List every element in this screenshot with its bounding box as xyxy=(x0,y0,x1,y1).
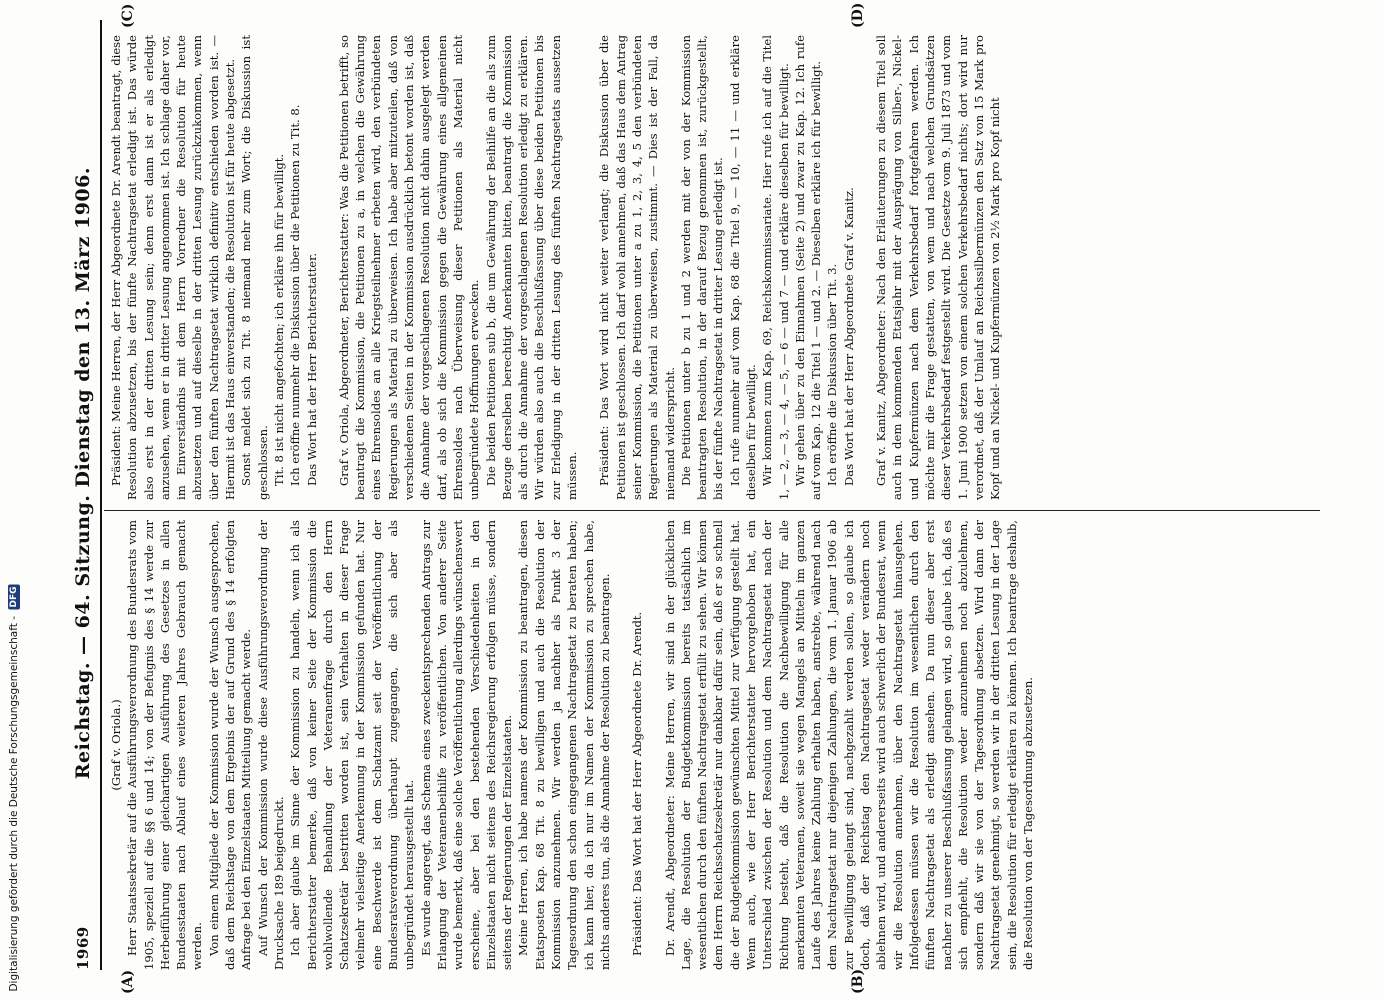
column-divider xyxy=(104,510,1320,511)
left-column xyxy=(108,520,1320,970)
paragraph: Meine Herren, ich habe namens der Kommission zu beantragen, diesen Etatsposten Kap. 68 Tit. 8 zu bewilligen und auch die Resolution der Kommission anzunehmen. Wir werden ja nachher als Punkt 3 der Tagesordnung den schon eingegangenen Nachtragsetat zu beraten haben; ich kann hier, da ich nur im Namen der Kommission zu sprechen habe, nichts anderes tun, als die Annahme der Resolution zu beantragen. xyxy=(516,520,612,970)
page-title: Reichstag. — 64. Sitzung. Dienstag den 13. März 1906. xyxy=(72,167,94,780)
credit-text: Digitalisierung gefördert durch die Deutsche Forschungsgemeinschaft - xyxy=(8,616,20,992)
paragraph: Die beiden Petitionen sub b, die um Gewährung der Beihilfe an die als zum Bezuge derselben berechtigt Anerkannten bitten, beantragt die Kommission als durch die Annahme der vorgeschlagenen Resolution erledigt zu erklären. Wir würden also auch die Beschlußfassung über diese beiden Petitionen bis zur Erledigung in der dritten Lesung des fünften Nachtragsetats aussetzen müssen. xyxy=(483,35,580,500)
paragraph: Die Petitionen unter b zu 1 und 2 werden mit der von der Kommission beantragten Resolution, in der darauf Bezug genommen ist, zurückgestellt, bis der fünfte Nachtragsetat in dritter Lesung erledigt ist. xyxy=(678,35,726,500)
paragraph: Präsident: Meine Herren, der Herr Abgeordnete Dr. Arendt beantragt, diese Resolution abzusetzen, bis der fünfte Nachtragsetat erledigt ist. Das würde also erst in der dritten Lesung sein; denn erst dann ist er als erledigt anzusehen, wenn er in dritter Lesung angenommen ist. Ich schlage daher vor, im Einverständnis mit dem Herrn Vorredner die Resolution für heute abzusetzen und auf dieselbe in der dritten Lesung zurückzukommen, wenn über den fünften Nachtragsetat wirklich definitiv entschieden worden ist. — Hiermit ist das Haus einverstanden; die Resolution ist für heute abgesetzt. xyxy=(109,35,238,500)
paragraph: Wir kommen zum Kap. 69, Reichskommissariate. Hier rufe ich auf die Titel 1, — 2, — 3, — 4, — 5, — 6 — und 7 — und erkläre dieselben für bewilligt. xyxy=(760,35,791,500)
paragraph: Wir gehen über zu den Einnahmen (Seite 2) und zwar zu Kap. 12. Ich rufe auf vom Kap. 12 die Titel 1 — und 2. — Dieselben erkläre ich für bewilligt. xyxy=(792,35,824,500)
paragraph: Auf Wunsch der Kommission wurde diese Ausführungsverordnung der Drucksache 189 beigedruckt. xyxy=(255,520,286,970)
dfg-logo: DFG xyxy=(9,587,19,609)
paragraph: Ich eröffne nunmehr die Diskussion über die Petitionen zu Tit. 8. xyxy=(288,104,303,486)
right-column xyxy=(108,35,1320,500)
paragraph: Ich rufe nunmehr auf vom Kap. 68 die Titel 9, — 10, — 11 — und erkläre dieselben für bewilligt. xyxy=(727,35,758,500)
paragraph: Von einem Mitgliede der Kommission wurde der Wunsch ausgesprochen, daß dem Reichstage von dem Ergebnis der auf Grund des § 14 erfolgten Anfrage bei den Einzelstaaten Mitteilung gemacht werde. xyxy=(206,520,254,970)
margin-mark-b: (B) xyxy=(850,968,866,994)
speaker-continuation: (Graf v. Oriola.) xyxy=(109,699,123,791)
page-number: 1969 xyxy=(74,926,92,970)
paragraph: Präsident: Das Wort hat der Herr Abgeordnete Dr. Arendt. xyxy=(630,611,645,956)
paragraph: Das Wort hat der Herr Abgeordnete Graf v. Kanitz. xyxy=(841,187,856,486)
paragraph: Präsident: Das Wort wird nicht weiter verlangt; die Diskussion über die Petitionen ist geschlossen. Ich darf wohl annehmen, daß das Haus dem Antrag seiner Kommission, die Petitionen unter a zu 1, 2, 3, 4, 5 den verbündeten Regierungen als Material zu überweisen, zustimmt. — Dies ist der Fall, da niemand widerspricht. xyxy=(597,35,677,500)
digitization-credit xyxy=(8,585,20,992)
page-header xyxy=(66,20,102,970)
paragraph: Es wurde angeregt, das Schema eines zweckentsprechenden Antrags zur Erlangung der Veteranenbeihilfe zu veröffentlichen. Von anderer Seite wurde bemerkt, daß eine solche Veröffentlichung allerdings wünschenswert erscheine, aber bei den bestehenden Verschiedenheiten in den Einzelstaaten nicht seitens des Reichsregierung erfolgen müsse, sondern seitens der Regierungen der Einzelstaaten. xyxy=(418,520,515,970)
paragraph: Graf v. Kanitz, Abgeordneter: Nach den Erläuterungen zu diesem Titel soll auch in dem kommenden Etatsjahr mit der Ausprägung von Silber-, Nickel- und Kupfermünzen nach dem Verkehrsbedarf fortgefahren werden. Ich möchte mir die Frage gestatten, von wem und nach welchen Grundsätzen dieser Verkehrsbedarf festgestellt wird. Die Gesetze vom 9. Juli 1873 und vom 1. Juni 1900 setzen von einem solchen Verkehrsbedarf nichts; dort wird nur verordnet, daß der Umlauf an Reichssilbermünzen den Satz von 15 Mark pro Kopf und an Nickel- und Kupfermünzen von 2½ Mark pro Kopf nicht xyxy=(874,35,1003,500)
paragraph: Ich eröffne die Diskussion über Tit. 3. xyxy=(825,263,840,486)
newspaper-page xyxy=(60,0,1320,1000)
paragraph: Dr. Arendt, Abgeordneter: Meine Herren, wir sind in der glücklichen Lage, die Resolution der Budgetkommission bereits tatsächlich im wesentlichen durch den fünften Nachtragsetat erfüllt zu sehen. Wir können dem Herrn Reichsschatzsekretär nur dankbar dafür sein, daß er so schnell die der Budgetkommission gewünschten Mittel zur Verfügung gestellt hat. Wenn auch, wie der Herr Berichterstatter hervorgehoben hat, ein Unterschied zwischen der Resolution und dem Nachtragsetat nach der Richtung besteht, daß die Resolution die Nachbewilligung für alle anerkannten Veteranen, soweit sie wegen Mangels an Mitteln im ganzen Laufe des Jahres keine Zahlung erhalten haben, anstrebte, während nach dem Nachtragsetat nur diejenigen Zahlungen, die vom 1. Januar 1906 ab zur Bewilligung gelangt sind, nachgezahlt werden sollen, so glaube ich doch, daß der Reichstag den Nachtragsetat weder verändern noch ablehnen wird, und andererseits wird auch schwerlich der Bundesrat, wenn wir die Resolution annehmen, über den Nachtragsetat hinausgehen. Infolgedessen müssen wir die Resolution im wesentlichen durch den fünften Nachtragsetat als erledigt ansehen. Da nun dieser aber erst nachher zu unserer Beschlußfassung gelangen wird, so glaube ich, daß es sich empfiehlt, die Resolution weder anzunehmen noch abzulehnen, sondern daß wir sie von der Tagesordnung absetzen. Wird dann der Nachtragsetat genehmigt, so werden wir in der dritten Lesung in der Lage sein, die Resolution für erledigt erklären zu können. Ich beantrage deshalb, die Resolution von der Tagesordnung abzusetzen. xyxy=(662,520,1036,970)
paragraph: Das Wort hat der Herr Berichterstatter. xyxy=(304,252,319,486)
paragraph: Sonst meldet sich zu Tit. 8 niemand mehr zum Wort; die Diskussion ist geschlossen. xyxy=(239,35,270,500)
margin-mark-c: (C) xyxy=(120,3,136,28)
margin-mark-d: (D) xyxy=(850,2,866,28)
margin-mark-a: (A) xyxy=(120,969,136,994)
paragraph: Graf v. Oriola, Abgeordneter, Berichterstatter: Was die Petitionen betrifft, so beantragt die Kommission, die Petitionen zu a, in welchen die Gewährung eines Ehrensoldes an alle Kriegsteilnehmer erbeten wird, den verbündeten Regierungen als Material zu überweisen. Ich habe aber mitzuteilen, daß von verschiedenen Seiten in der Kommission ausdrücklich betont worden ist, daß die Annahme der vorgeschlagenen Resolution nicht dahin ausgelegt werden darf, als ob sich die Kommission gegen die Gewährung eines allgemeinen Ehrensoldes nach Überweisung dieser Petitionen als Material nicht unbegründete Hoffnungen erwecken. xyxy=(336,35,482,500)
paragraph: Ich aber glaube im Sinne der Kommission zu handeln, wenn ich als Berichterstatter bemerke, daß von keiner Seite der Kommission die wohlwollende Behandlung der Veteranenfrage durch den Herrn Schatzsekretär bestritten worden ist, sein Verhalten in dieser Frage vielmehr vielseitige Anerkennung in der Kommission gefunden hat. Nur eine Beschwerde ist dem Schatzamt seit der Veröffentlichung der Bundesratsverordnung überhaupt zugegangen, die sich aber als unbegründet herausgestellt hat. xyxy=(288,520,417,970)
paragraph: Herr Staatssekretär auf die Ausführungsverordnung des Bundesrats vom 1905, speziell auf die §§ 6 und 14; von der Befugnis des § 14 werde zur Herbeiführung einer gleichartigen Ausführung des Gesetzes in allen Bundesstaaten nach Ablauf eines weiteren Jahres Gebrauch gemacht werden. xyxy=(125,520,205,970)
paragraph: Tit. 8 ist nicht angefochten; ich erkläre ihn für bewilligt. xyxy=(271,153,286,486)
